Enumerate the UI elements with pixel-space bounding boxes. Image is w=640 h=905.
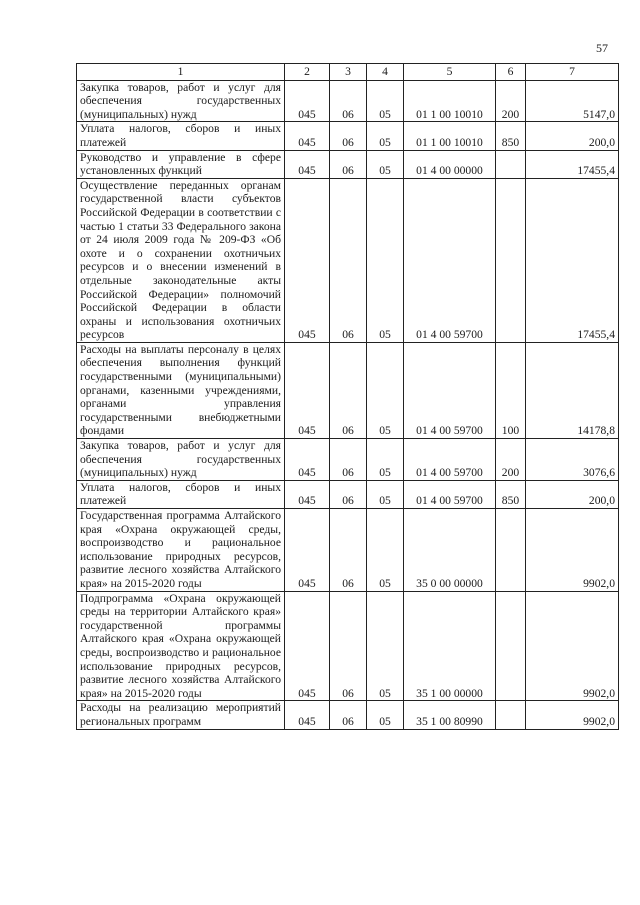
ministry-code-cell: 045 xyxy=(285,480,330,508)
section-code-cell: 06 xyxy=(330,150,367,178)
subsection-code-cell: 05 xyxy=(367,591,404,701)
expense-name-cell: Подпрограмма «Охрана окружающей среды на территории Алтайского края» государственной программы Алтайского края «Охрана окружающей среды, воспроизводство и рациональное использование природных ресурсов, развитие лесного хозяйства Алтайского края» на 2015-2020 годы xyxy=(77,591,285,701)
amount-cell: 14178,8 xyxy=(526,342,619,438)
ministry-code-cell: 045 xyxy=(285,122,330,150)
subsection-code-cell: 05 xyxy=(367,509,404,592)
amount-cell: 200,0 xyxy=(526,122,619,150)
column-header: 1 xyxy=(77,64,285,81)
column-header: 4 xyxy=(367,64,404,81)
target-article-cell: 35 1 00 00000 xyxy=(404,591,496,701)
budget-table xyxy=(76,63,619,730)
subsection-code-cell: 05 xyxy=(367,439,404,481)
ministry-code-cell: 045 xyxy=(285,701,330,729)
target-article-cell: 35 1 00 80990 xyxy=(404,701,496,729)
amount-cell: 17455,4 xyxy=(526,178,619,342)
expense-name-cell: Государственная программа Алтайского края «Охрана окружающей среды, воспроизводство и рациональное использование природных ресурсов, развитие лесного хозяйства Алтайского края» на 2015-2020 годы xyxy=(77,509,285,592)
expense-name-cell: Осуществление переданных органам государственной власти субъектов Российской Федерации в соответствии с частью 1 статьи 33 Федерального закона от 24 июля 2009 года № 209-ФЗ «Об охоте и о сохранении охотничьих ресурсов и о внесении изменений в отдельные законодательные акты Российской Федерации» полномочий Российской Федерации в области охраны и использования охотничьих ресурсов xyxy=(77,178,285,342)
section-code-cell: 06 xyxy=(330,80,367,122)
subsection-code-cell: 05 xyxy=(367,178,404,342)
section-code-cell: 06 xyxy=(330,122,367,150)
expense-type-cell: 850 xyxy=(496,480,526,508)
table-row xyxy=(77,480,619,508)
target-article-cell: 01 1 00 10010 xyxy=(404,80,496,122)
amount-cell: 17455,4 xyxy=(526,150,619,178)
ministry-code-cell: 045 xyxy=(285,80,330,122)
table-row xyxy=(77,509,619,592)
expense-type-cell: 100 xyxy=(496,342,526,438)
section-code-cell: 06 xyxy=(330,509,367,592)
subsection-code-cell: 05 xyxy=(367,80,404,122)
subsection-code-cell: 05 xyxy=(367,150,404,178)
ministry-code-cell: 045 xyxy=(285,439,330,481)
expense-type-cell: 850 xyxy=(496,122,526,150)
expense-type-cell: 200 xyxy=(496,80,526,122)
target-article-cell: 01 4 00 59700 xyxy=(404,342,496,438)
column-header: 7 xyxy=(526,64,619,81)
table-row xyxy=(77,591,619,701)
amount-cell: 200,0 xyxy=(526,480,619,508)
table-row xyxy=(77,150,619,178)
page-number: 57 xyxy=(596,41,608,55)
table-row xyxy=(77,122,619,150)
table-header-row xyxy=(77,64,619,81)
section-code-cell: 06 xyxy=(330,701,367,729)
subsection-code-cell: 05 xyxy=(367,701,404,729)
amount-cell: 9902,0 xyxy=(526,509,619,592)
expense-name-cell: Закупка товаров, работ и услуг для обеспечения государственных (муниципальных) нужд xyxy=(77,439,285,481)
table-row xyxy=(77,701,619,729)
expense-type-cell xyxy=(496,509,526,592)
expense-name-cell: Расходы на выплаты персоналу в целях обеспечения выполнения функций государственными (муниципальными) органами, казенными учреждениями, органами управления государственными внебюджетными фондами xyxy=(77,342,285,438)
expense-type-cell xyxy=(496,178,526,342)
column-header: 2 xyxy=(285,64,330,81)
subsection-code-cell: 05 xyxy=(367,122,404,150)
expense-name-cell: Уплата налогов, сборов и иных платежей xyxy=(77,480,285,508)
expense-type-cell xyxy=(496,150,526,178)
ministry-code-cell: 045 xyxy=(285,591,330,701)
expense-type-cell xyxy=(496,591,526,701)
expense-type-cell: 200 xyxy=(496,439,526,481)
ministry-code-cell: 045 xyxy=(285,178,330,342)
amount-cell: 9902,0 xyxy=(526,591,619,701)
expense-name-cell: Закупка товаров, работ и услуг для обеспечения государственных (муниципальных) нужд xyxy=(77,80,285,122)
expense-name-cell: Расходы на реализацию мероприятий региональных программ xyxy=(77,701,285,729)
ministry-code-cell: 045 xyxy=(285,509,330,592)
target-article-cell: 01 4 00 00000 xyxy=(404,150,496,178)
column-header: 3 xyxy=(330,64,367,81)
table-row xyxy=(77,178,619,342)
target-article-cell: 01 4 00 59700 xyxy=(404,480,496,508)
table-row xyxy=(77,439,619,481)
target-article-cell: 35 0 00 00000 xyxy=(404,509,496,592)
ministry-code-cell: 045 xyxy=(285,342,330,438)
amount-cell: 5147,0 xyxy=(526,80,619,122)
target-article-cell: 01 1 00 10010 xyxy=(404,122,496,150)
table-row xyxy=(77,342,619,438)
section-code-cell: 06 xyxy=(330,178,367,342)
section-code-cell: 06 xyxy=(330,439,367,481)
target-article-cell: 01 4 00 59700 xyxy=(404,439,496,481)
amount-cell: 3076,6 xyxy=(526,439,619,481)
expense-name-cell: Уплата налогов, сборов и иных платежей xyxy=(77,122,285,150)
section-code-cell: 06 xyxy=(330,591,367,701)
expense-type-cell xyxy=(496,701,526,729)
table-row xyxy=(77,80,619,122)
subsection-code-cell: 05 xyxy=(367,342,404,438)
amount-cell: 9902,0 xyxy=(526,701,619,729)
subsection-code-cell: 05 xyxy=(367,480,404,508)
column-header: 6 xyxy=(496,64,526,81)
section-code-cell: 06 xyxy=(330,480,367,508)
section-code-cell: 06 xyxy=(330,342,367,438)
ministry-code-cell: 045 xyxy=(285,150,330,178)
target-article-cell: 01 4 00 59700 xyxy=(404,178,496,342)
expense-name-cell: Руководство и управление в сфере установленных функций xyxy=(77,150,285,178)
column-header: 5 xyxy=(404,64,496,81)
